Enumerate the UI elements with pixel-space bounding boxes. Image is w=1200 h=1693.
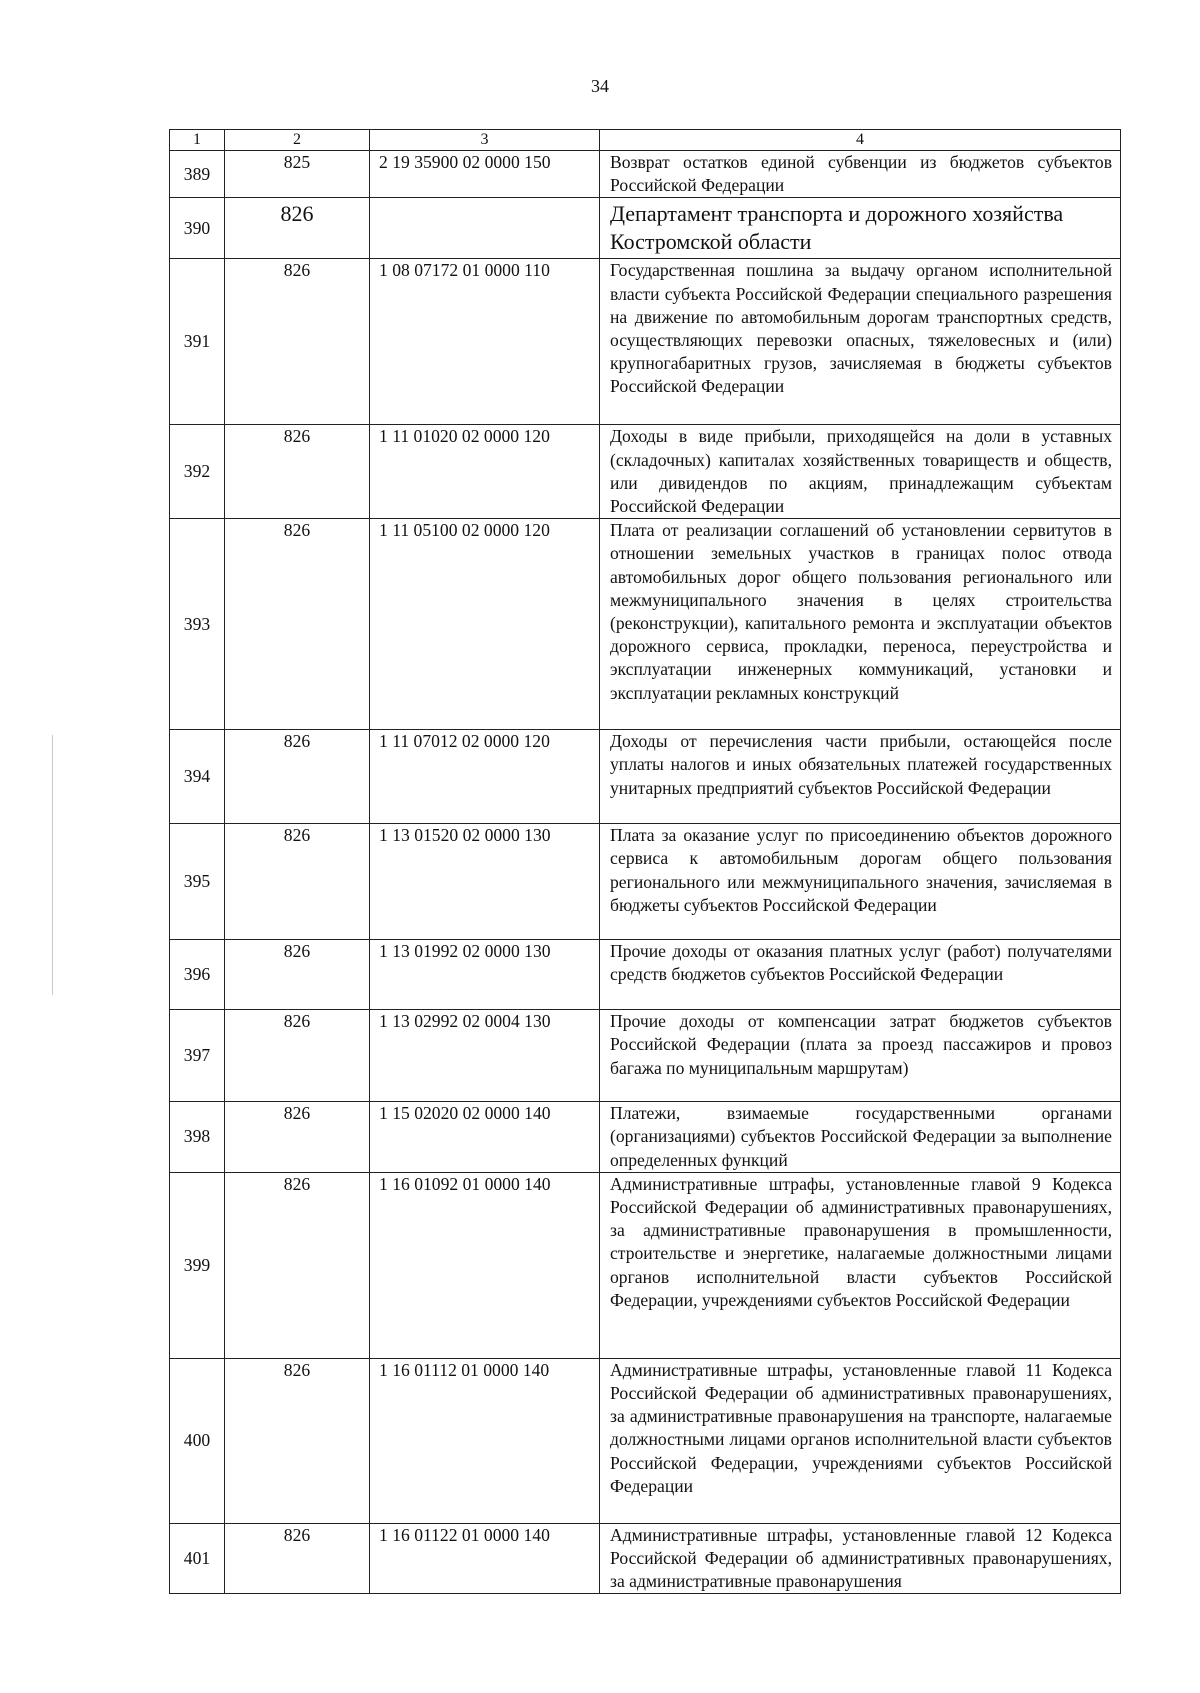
budget-classification-code: 1 16 01112 01 0000 140	[370, 1358, 600, 1523]
row-number: 389	[170, 151, 225, 198]
budget-classification-code: 1 13 01520 02 0000 130	[370, 824, 600, 940]
table-row	[170, 519, 1121, 730]
revenue-description: Административные штрафы, установленные главой 9 Кодекса Российской Федерации об административных правонарушениях, за административные правонарушения в промышленности, строительстве и энергетике, налагаемые должностными лицами органов исполнительной власти субъектов Российской Федерации, учреждениями субъектов Российской Федерации	[600, 1172, 1121, 1358]
revenue-description: Доходы от перечисления части прибыли, остающейся после уплаты налогов и иных обязательных платежей государственных унитарных предприятий субъектов Российской Федерации	[600, 730, 1121, 824]
row-number: 396	[170, 940, 225, 1010]
administrator-code: 826	[225, 1010, 370, 1102]
table-row	[170, 259, 1121, 425]
column-number-3: 3	[370, 130, 600, 151]
table-row	[170, 730, 1121, 824]
revenue-description: Доходы в виде прибыли, приходящейся на доли в уставных (складочных) капиталах хозяйственных товариществ и обществ, или дивидендов по акциям, принадлежащим субъектам Российской Федерации	[600, 425, 1121, 519]
revenue-description: Прочие доходы от оказания платных услуг (работ) получателями средств бюджетов субъектов Российской Федерации	[600, 940, 1121, 1010]
budget-classification-code: 1 11 01020 02 0000 120	[370, 425, 600, 519]
budget-classification-code: 1 13 01992 02 0000 130	[370, 940, 600, 1010]
row-number: 400	[170, 1358, 225, 1523]
scan-artifact-line	[52, 735, 53, 995]
row-number: 390	[170, 198, 225, 259]
column-number-1: 1	[170, 130, 225, 151]
column-number-4: 4	[600, 130, 1121, 151]
administrator-code: 826	[225, 519, 370, 730]
administrator-code: 825	[225, 151, 370, 198]
table-row	[170, 151, 1121, 198]
administrator-code: 826	[225, 259, 370, 425]
administrator-code: 826	[225, 1523, 370, 1594]
table-row	[170, 1523, 1121, 1594]
administrator-code: 826	[225, 1172, 370, 1358]
budget-classification-code: 1 11 05100 02 0000 120	[370, 519, 600, 730]
row-number: 392	[170, 425, 225, 519]
revenue-description: Платежи, взимаемые государственными органами (организациями) субъектов Российской Федерации за выполнение определенных функций	[600, 1102, 1121, 1173]
row-number: 394	[170, 730, 225, 824]
budget-classification-code: 1 08 07172 01 0000 110	[370, 259, 600, 425]
row-number: 393	[170, 519, 225, 730]
budget-classification-code: 1 16 01092 01 0000 140	[370, 1172, 600, 1358]
revenue-description: Возврат остатков единой субвенции из бюджетов субъектов Российской Федерации	[600, 151, 1121, 198]
table-row	[170, 425, 1121, 519]
administrator-code: 826	[225, 1102, 370, 1173]
row-number: 401	[170, 1523, 225, 1594]
revenue-codes-table	[169, 129, 1121, 1594]
administrator-code: 826	[225, 940, 370, 1010]
revenue-description: Государственная пошлина за выдачу органом исполнительной власти субъекта Российской Федерации специального разрешения на движение по автомобильным дорогам транспортных средств, осуществляющих перевозки опасных, тяжеловесных и (или) крупногабаритных грузов, зачисляемая в бюджеты субъектов Российской Федерации	[600, 259, 1121, 425]
budget-classification-code	[370, 198, 600, 259]
administrator-code: 826	[225, 730, 370, 824]
table-row	[170, 1358, 1121, 1523]
table-row	[170, 1010, 1121, 1102]
column-number-header-row	[170, 130, 1121, 151]
administrator-code: 826	[225, 824, 370, 940]
column-number-2: 2	[225, 130, 370, 151]
budget-classification-code: 2 19 35900 02 0000 150	[370, 151, 600, 198]
administrator-code: 826	[225, 425, 370, 519]
row-number: 391	[170, 259, 225, 425]
revenue-description: Плата от реализации соглашений об установлении сервитутов в отношении земельных участков в границах полос отвода автомобильных дорог общего пользования регионального или межмуниципального значения в целях строительства (реконструкции), капитального ремонта и эксплуатации объектов дорожного сервиса, прокладки, переноса, переустройства и эксплуатации инженерных коммуникаций, установки и эксплуатации рекламных конструкций	[600, 519, 1121, 730]
department-heading-row	[170, 198, 1121, 259]
table-row	[170, 824, 1121, 940]
table-row	[170, 1172, 1121, 1358]
revenue-description: Административные штрафы, установленные главой 11 Кодекса Российской Федерации об административных правонарушениях, за административные правонарушения на транспорте, налагаемые должностными лицами органов исполнительной власти субъектов Российской Федерации, учреждениями субъектов Российской Федерации	[600, 1358, 1121, 1523]
row-number: 397	[170, 1010, 225, 1102]
budget-classification-code: 1 11 07012 02 0000 120	[370, 730, 600, 824]
department-name: Департамент транспорта и дорожного хозяйства Костромской области	[600, 198, 1121, 259]
revenue-description: Плата за оказание услуг по присоединению объектов дорожного сервиса к автомобильным дорогам общего пользования регионального или межмуниципального значения, зачисляемая в бюджеты субъектов Российской Федерации	[600, 824, 1121, 940]
row-number: 395	[170, 824, 225, 940]
table-row	[170, 1102, 1121, 1173]
row-number: 399	[170, 1172, 225, 1358]
row-number: 398	[170, 1102, 225, 1173]
revenue-description: Прочие доходы от компенсации затрат бюджетов субъектов Российской Федерации (плата за проезд пассажиров и провоз багажа по муниципальным маршрутам)	[600, 1010, 1121, 1102]
budget-classification-code: 1 13 02992 02 0004 130	[370, 1010, 600, 1102]
administrator-code: 826	[225, 1358, 370, 1523]
revenue-description: Административные штрафы, установленные главой 12 Кодекса Российской Федерации об административных правонарушениях, за административные правонарушения	[600, 1523, 1121, 1594]
page-number: 34	[591, 76, 609, 96]
table-row	[170, 940, 1121, 1010]
budget-classification-code: 1 16 01122 01 0000 140	[370, 1523, 600, 1594]
budget-classification-code: 1 15 02020 02 0000 140	[370, 1102, 600, 1173]
administrator-code: 826	[225, 198, 370, 259]
